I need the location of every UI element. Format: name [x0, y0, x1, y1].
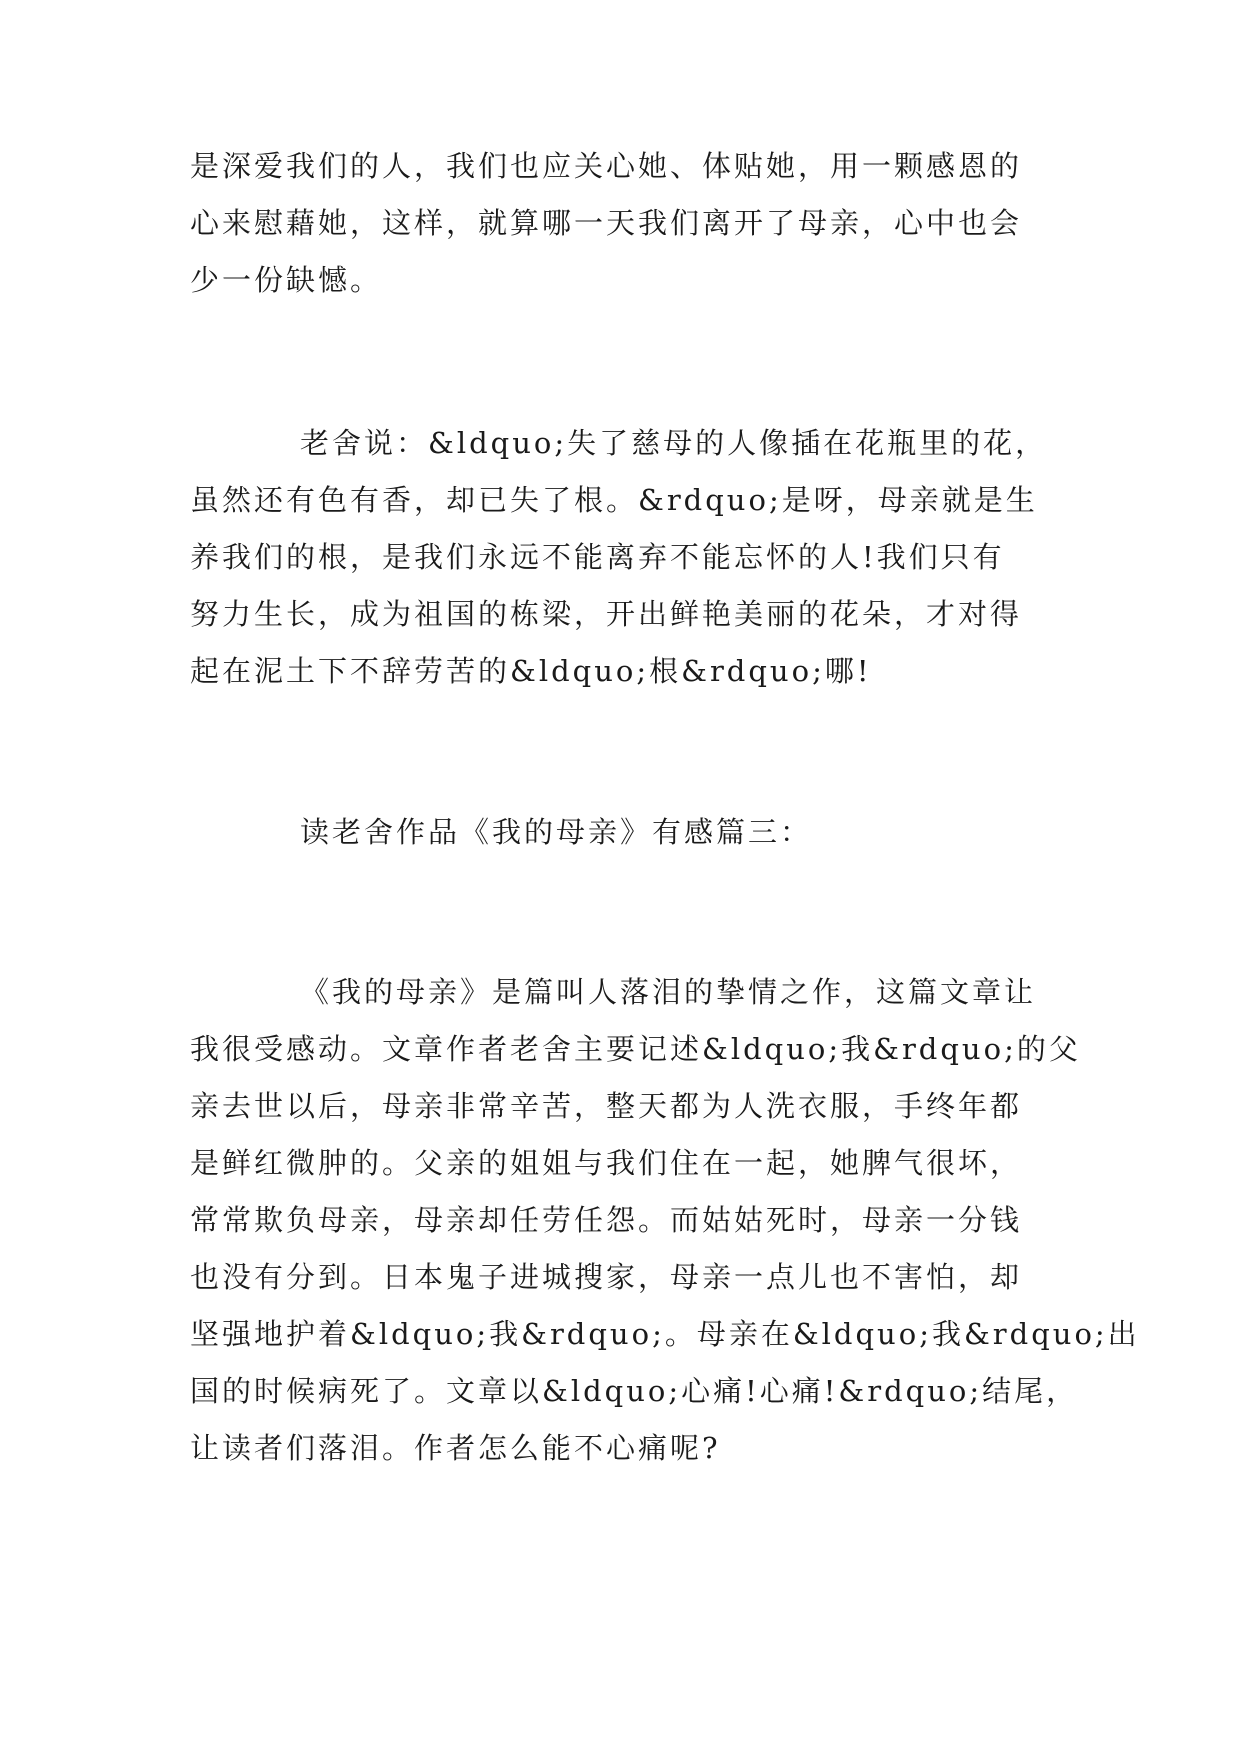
text-line: 虽然还有色有香，却已失了根。&rdquo;是呀，母亲就是生 — [190, 483, 1038, 517]
text-line: 起在泥土下不辞劳苦的&ldquo;根&rdquo;哪! — [190, 654, 872, 688]
text-line: 养我们的根，是我们永远不能离弃不能忘怀的人!我们只有 — [190, 540, 1005, 574]
text-line: 少一份缺憾。 — [190, 263, 383, 297]
text-line: 老舍说：&ldquo;失了慈母的人像插在花瓶里的花， — [300, 426, 1048, 460]
section-heading: 读老舍作品《我的母亲》有感篇三： — [300, 815, 813, 849]
text-line: 亲去世以后，母亲非常辛苦，整天都为人洗衣服，手终年都 — [190, 1089, 1023, 1123]
text-line: 是深爱我们的人，我们也应关心她、体贴她，用一颗感恩的 — [190, 149, 1023, 183]
text-line: 坚强地护着&ldquo;我&rdquo;。母亲在&ldquo;我&rdquo;出 — [190, 1317, 1140, 1351]
text-line: 常常欺负母亲，母亲却任劳任怨。而姑姑死时，母亲一分钱 — [190, 1203, 1023, 1237]
text-line: 是鲜红微肿的。父亲的姐姐与我们住在一起，她脾气很坏， — [190, 1146, 1023, 1180]
text-line: 心来慰藉她，这样，就算哪一天我们离开了母亲，心中也会 — [190, 206, 1023, 240]
text-line: 也没有分到。日本鬼子进城搜家，母亲一点儿也不害怕，却 — [190, 1260, 1023, 1294]
text-line: 让读者们落泪。作者怎么能不心痛呢? — [190, 1431, 721, 1465]
text-line: 《我的母亲》是篇叫人落泪的挚情之作，这篇文章让 — [300, 975, 1037, 1009]
text-line: 我很受感动。文章作者老舍主要记述&ldquo;我&rdquo;的父 — [190, 1032, 1081, 1066]
text-line: 努力生长，成为祖国的栋梁，开出鲜艳美丽的花朵，才对得 — [190, 597, 1023, 631]
text-line: 国的时候病死了。文章以&ldquo;心痛!心痛!&rdquo;结尾， — [190, 1374, 1079, 1408]
